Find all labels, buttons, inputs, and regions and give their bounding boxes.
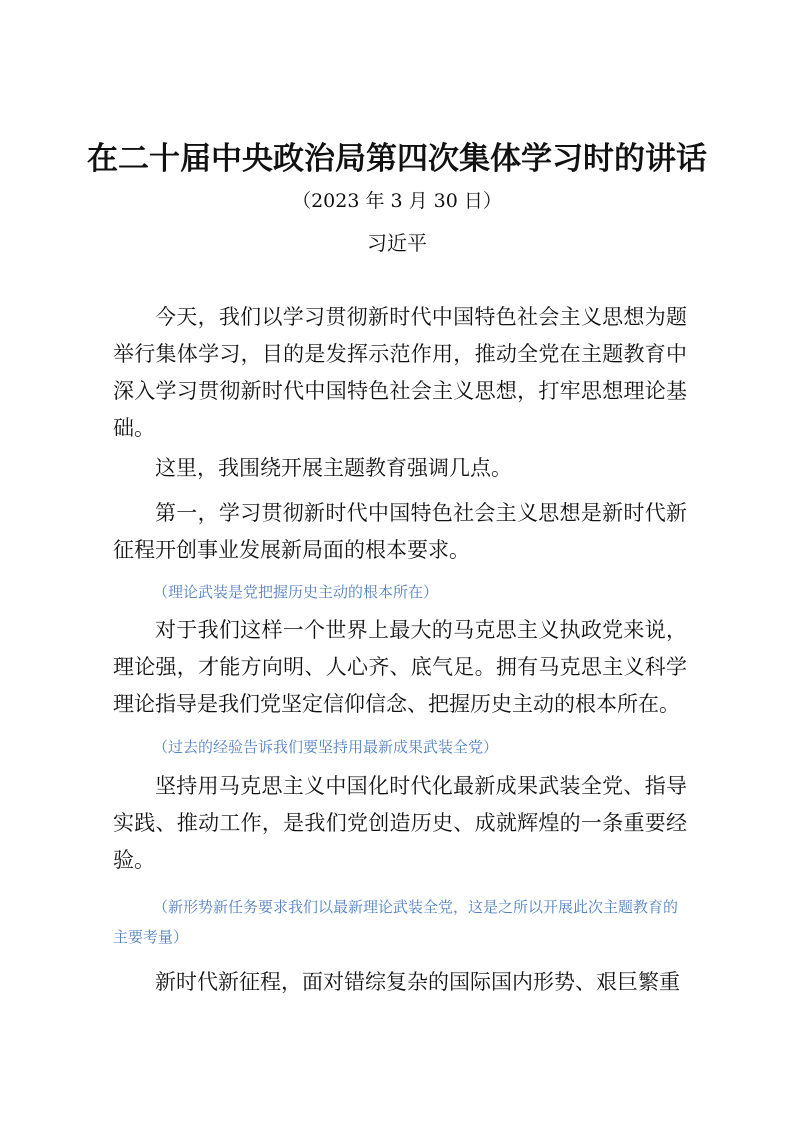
paragraph-6: 新时代新征程，面对错综复杂的国际国内形势、艰巨繁重	[155, 970, 680, 994]
annotation-note-1: （理论武装是党把握历史主动的根本所在）	[153, 583, 439, 601]
annotation-note-3: （新形势新任务要求我们以最新理论武装全党，这是之所以开展此次主题教育的主要考量）	[113, 898, 679, 946]
paragraph-2: 这里，我围绕开展主题教育强调几点。	[155, 456, 512, 480]
paragraph-5: 坚持用马克思主义中国化时代化最新成果武装全党、指导实践、推动工作，是我们党创造历史、成就辉煌的一条重要经验。	[113, 774, 687, 872]
paragraph-4: 对于我们这样一个世界上最大的马克思主义执政党来说，理论强，才能方向明、人心齐、底气足。拥有马克思主义科学理论指导是我们党坚定信仰信念、把握历史主动的根本所在。	[113, 618, 687, 716]
annotation-note-2: （过去的经验告诉我们要坚持用最新成果武装全党）	[153, 738, 499, 756]
document-title: 在二十届中央政治局第四次集体学习时的讲话	[87, 141, 707, 177]
paragraph-1: 今天，我们以学习贯彻新时代中国特色社会主义思想为题举行集体学习，目的是发挥示范作用，推动全党在主题教育中深入学习贯彻新时代中国特色社会主义思想，打牢思想理论基础。	[113, 305, 687, 440]
document-date: （2023 年 3 月 30 日）	[292, 190, 502, 212]
paragraph-3: 第一，学习贯彻新时代中国特色社会主义思想是新时代新征程开创事业发展新局面的根本要求。	[113, 501, 687, 562]
document-author: 习近平	[367, 231, 427, 255]
